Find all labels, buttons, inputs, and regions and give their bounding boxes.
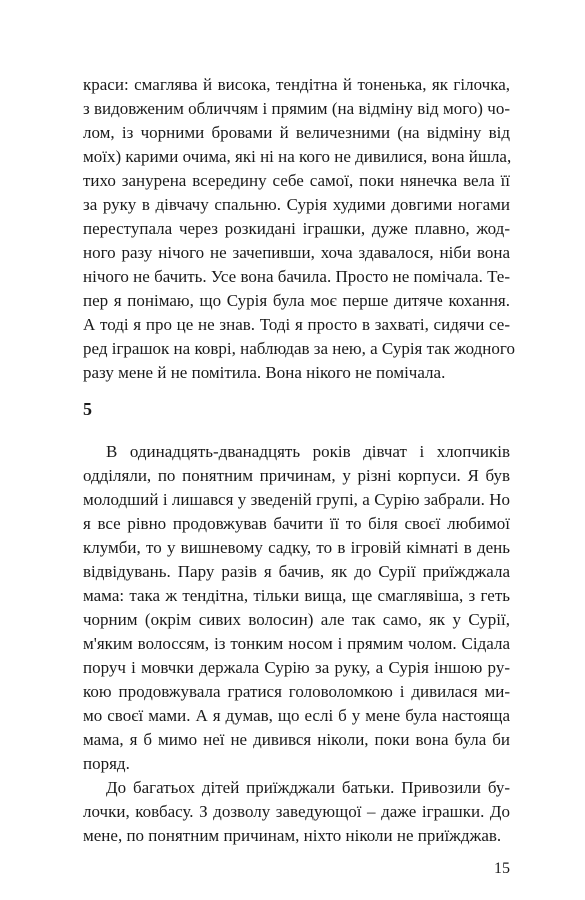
text-line: До багатьох дітей приїжджали батьки. Привозили бу- bbox=[106, 778, 510, 797]
page-number: 15 bbox=[494, 860, 510, 877]
text-line: поруч і мовчки держала Сурію за руку, а Сурія іншою ру- bbox=[83, 658, 510, 677]
text-line: А тоді я про це не знав. Тоді я просто в захваті, сидячи се- bbox=[83, 315, 510, 334]
text-line: ного разу нічого не зачепивши, хоча здавалося, ніби вона bbox=[83, 243, 510, 262]
text-line: оддiляли, по понятним причинам, у різні корпуси. Я був bbox=[83, 466, 510, 485]
text-line: кою продовжувала гратися головоломкою і дивилася ми- bbox=[83, 682, 510, 701]
text-line: відвідувань. Пару разів я бачив, як до Сурії приїжджала bbox=[83, 562, 510, 581]
text-line: пер я понімаю, що Сурія була моє перше дитяче кохання. bbox=[83, 291, 510, 310]
text-line: краси: смаглява й висока, тендітна й тоненька, як гілочка, bbox=[83, 75, 510, 94]
text-line: переступала через розкидані іграшки, дуже плавно, жод- bbox=[83, 219, 510, 238]
text-line: мене, по понятним причинам, ніхто ніколи не приїжджав. bbox=[83, 826, 502, 845]
text-line: мама: така ж тендітна, тільки вища, ще смаглявіша, з геть bbox=[83, 586, 510, 605]
text-line: моїх) карими очима, які ні на кого не дивилися, вона йшла, bbox=[83, 147, 512, 166]
text-line: за руку в дівчачу спальню. Сурія худими довгими ногами bbox=[83, 195, 510, 214]
text-line: поряд. bbox=[83, 754, 130, 773]
text-line: з видовженим обличчям і прямим (на відміну від мого) чо- bbox=[83, 99, 510, 118]
text-line: ред іграшок на коврі, наблюдав за нею, а Сурія так жодного bbox=[83, 339, 515, 358]
text-line: лом, із чорними бровами й величезними (на відміну від bbox=[83, 123, 510, 142]
text-line: лочки, ковбасу. З дозволу заведующої – даже іграшки. До bbox=[83, 802, 510, 821]
text-line: м'яким волоссям, із тонким носом і прямим чолом. Сідала bbox=[83, 634, 510, 653]
text-line: клумби, то у вишневому садку, то в ігровій кімнаті в день bbox=[83, 538, 510, 557]
text-line: чорним (окрім сивих волосин) але так само, як у Сурії, bbox=[83, 610, 510, 629]
text-line: разу мене й не помітила. Вона нікого не помічала. bbox=[83, 363, 446, 382]
text-line: мо своєї мами. А я думав, що еслі б у мене була настояща bbox=[83, 706, 510, 725]
text-line: В одинадцять-дванадцять років дівчат і хлопчиків bbox=[106, 442, 510, 461]
section-number: 5 bbox=[83, 399, 92, 419]
text-line: мама, я б мимо неї не дивився ніколи, поки вона була би bbox=[83, 730, 510, 749]
text-line: нічого не бачить. Усе вона бачила. Просто не помічала. Те- bbox=[83, 267, 511, 286]
text-line: я все рівно продовжував бачити її то біля своєї любимої bbox=[83, 514, 510, 533]
text-line: тихо занурена всередину себе самої, поки нянечка вела її bbox=[83, 171, 510, 190]
text-line: молодший і лишався у зведеній групі, а Сурію забрали. Но bbox=[83, 490, 510, 509]
